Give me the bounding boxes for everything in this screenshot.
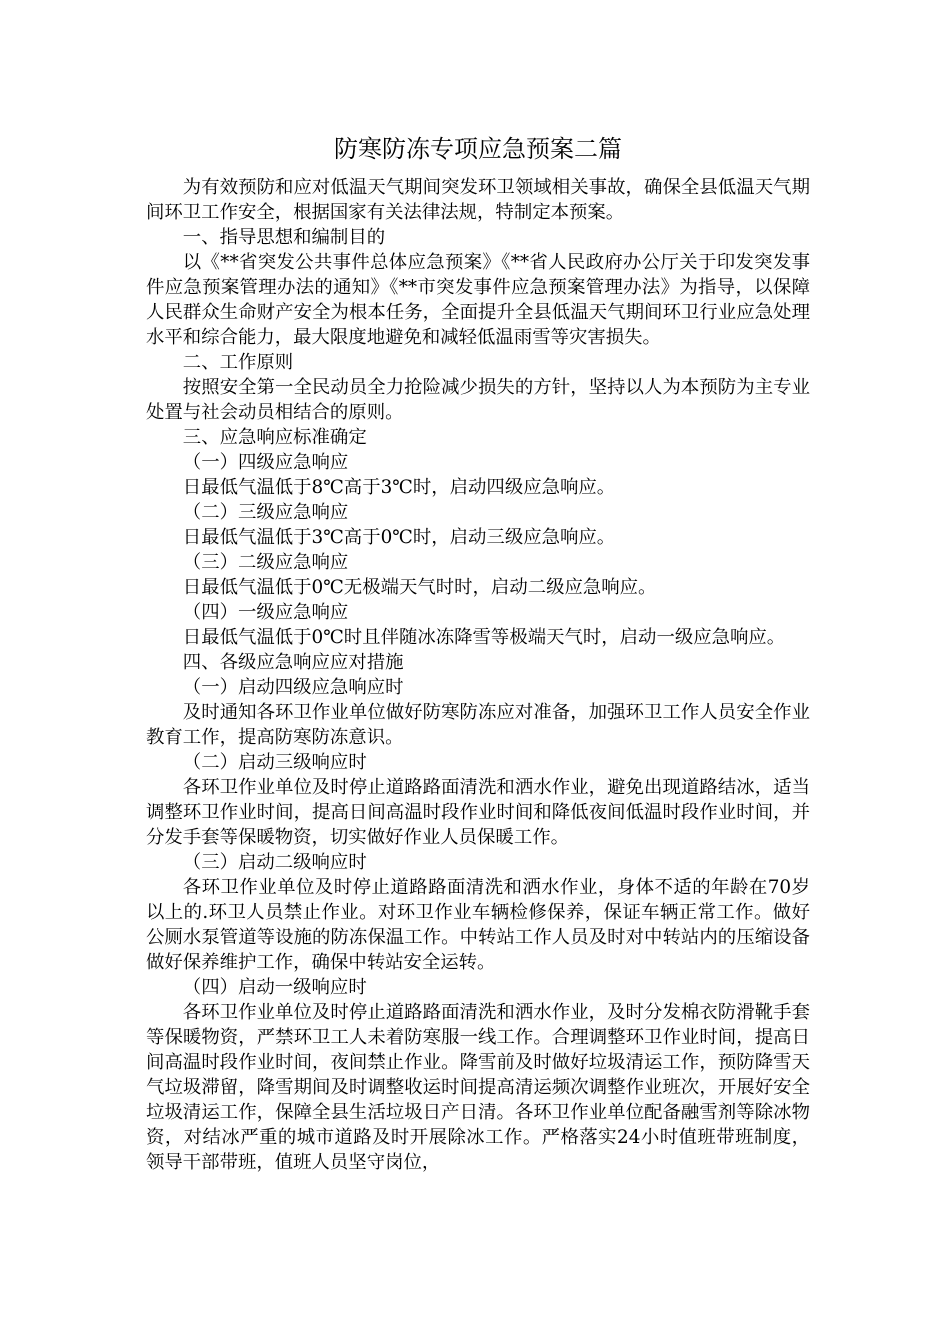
paragraph-principles: 按照安全第一全民动员全力抢险减少损失的方针，坚持以人为本预防为主专业处置与社会动员相结合的原则。 <box>146 377 810 423</box>
subsection-heading-level3: （二）三级应急响应 <box>182 502 349 523</box>
paragraph-level4: 日最低气温低于8℃高于3℃时，启动四级应急响应。 <box>182 477 616 498</box>
section-heading-1: 一、指导思想和编制目的 <box>182 227 386 248</box>
paragraph-intro: 为有效预防和应对低温天气期间突发环卫领域相关事故，确保全县低温天气期间环卫工作安全，根据国家有关法律法规，特制定本预案。 <box>146 177 810 223</box>
subsection-heading-measure4: （一）启动四级应急响应时 <box>182 677 404 698</box>
document-page <box>146 133 810 1175</box>
subsection-heading-level4: （一）四级应急响应 <box>182 452 349 473</box>
paragraph-measure2: 各环卫作业单位及时停止道路路面清洗和洒水作业，身体不适的年龄在70岁以上的.环卫人员禁止作业。对环卫作业车辆检修保养，保证车辆正常工作。做好公厕水泵管道等设施的防冻保温工作。中转站工作人员及时对中转站内的压缩设备做好保养维护工作，确保中转站安全运转。 <box>146 877 810 973</box>
subsection-heading-measure2: （三）启动二级响应时 <box>182 852 367 873</box>
paragraph-measure3: 各环卫作业单位及时停止道路路面清洗和洒水作业，避免出现道路结冰，适当调整环卫作业时间，提高日间高温时段作业时间和降低夜间低温时段作业时间，并分发手套等保暖物资，切实做好作业人员保暖工作。 <box>146 777 810 848</box>
document-title: 防寒防冻专项应急预案二篇 <box>334 135 622 163</box>
section-heading-4: 四、各级应急响应应对措施 <box>182 652 404 673</box>
paragraph-measure1: 各环卫作业单位及时停止道路路面清洗和洒水作业，及时分发棉衣防滑靴手套等保暖物资，严禁环卫工人未着防寒服一线工作。合理调整环卫作业时间，提高日间高温时段作业时间，夜间禁止作业。降雪前及时做好垃圾清运工作，预防降雪天气垃圾滞留，降雪期间及时调整收运时间提高清运频次调整作业班次，开展好安全垃圾清运工作，保障全县生活垃圾日产日清。各环卫作业单位配备融雪剂等除冰物资，对结冰严重的城市道路及时开展除冰工作。严格落实24小时值班带班制度，领导干部带班，值班人员坚守岗位， <box>146 1002 810 1173</box>
paragraph-guiding: 以《**省突发公共事件总体应急预案》《**省人民政府办公厅关于印发突发事件应急预案管理办法的通知》《**市突发事件应急预案管理办法》为指导，以保障人民群众生命财产安全为根本任务，全面提升全县低温天气期间环卫行业应急处理水平和综合能力，最大限度地避免和减轻低温雨雪等灾害损失。 <box>146 252 810 348</box>
subsection-heading-level2: （三）二级应急响应 <box>182 552 349 573</box>
subsection-heading-measure1: （四）启动一级响应时 <box>182 977 367 998</box>
paragraph-level3: 日最低气温低于3℃高于0℃时，启动三级应急响应。 <box>182 527 616 548</box>
paragraph-level2: 日最低气温低于0℃无极端天气时时，启动二级应急响应。 <box>182 577 657 598</box>
subsection-heading-level1: （四）一级应急响应 <box>182 602 349 623</box>
section-heading-2: 二、工作原则 <box>182 352 294 373</box>
paragraph-measure4: 及时通知各环卫作业单位做好防寒防冻应对准备，加强环卫工作人员安全作业教育工作，提高防寒防冻意识。 <box>146 702 810 748</box>
subsection-heading-measure3: （二）启动三级响应时 <box>182 752 367 773</box>
section-heading-3: 三、应急响应标准确定 <box>182 427 367 448</box>
paragraph-level1: 日最低气温低于0℃时且伴随冰冻降雪等极端天气时，启动一级应急响应。 <box>182 627 786 648</box>
